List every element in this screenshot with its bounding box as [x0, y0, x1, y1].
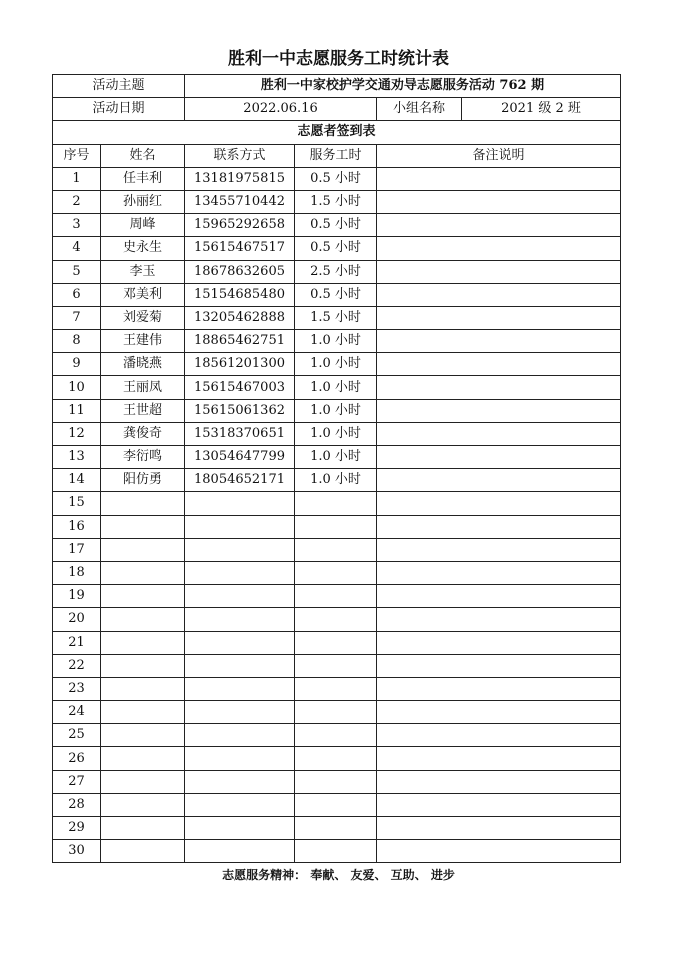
contact-phone: 15615467517 — [185, 237, 295, 260]
volunteer-name: 王世超 — [101, 399, 185, 422]
remark — [377, 167, 621, 190]
contact-phone — [185, 654, 295, 677]
row-number: 13 — [53, 446, 101, 469]
contact-phone — [185, 817, 295, 840]
table-row — [53, 677, 621, 700]
column-header-row — [53, 144, 621, 167]
row-number: 18 — [53, 561, 101, 584]
volunteer-name: 潘晓燕 — [101, 353, 185, 376]
row-number: 28 — [53, 793, 101, 816]
row-number: 24 — [53, 701, 101, 724]
contact-phone — [185, 608, 295, 631]
row-number: 14 — [53, 469, 101, 492]
remark — [377, 492, 621, 515]
service-hours — [295, 561, 377, 584]
table-row — [53, 747, 621, 770]
contact-phone — [185, 538, 295, 561]
table-row — [53, 306, 621, 329]
remark — [377, 515, 621, 538]
table-row — [53, 283, 621, 306]
table-row — [53, 631, 621, 654]
contact-phone: 15615061362 — [185, 399, 295, 422]
contact-phone: 18678632605 — [185, 260, 295, 283]
contact-phone: 18561201300 — [185, 353, 295, 376]
table-row — [53, 701, 621, 724]
contact-phone: 15154685480 — [185, 283, 295, 306]
contact-phone — [185, 747, 295, 770]
row-number: 15 — [53, 492, 101, 515]
volunteer-name: 周峰 — [101, 214, 185, 237]
remark — [377, 561, 621, 584]
table-row — [53, 469, 621, 492]
volunteer-name: 李衍鸣 — [101, 446, 185, 469]
service-hours: 1.0 小时 — [295, 376, 377, 399]
remark — [377, 260, 621, 283]
remark — [377, 631, 621, 654]
remark — [377, 446, 621, 469]
row-number: 12 — [53, 422, 101, 445]
group-label: 小组名称 — [377, 98, 462, 120]
contact-phone — [185, 631, 295, 654]
row-number: 11 — [53, 399, 101, 422]
column-header-phone: 联系方式 — [185, 144, 295, 167]
service-hours — [295, 631, 377, 654]
row-number: 25 — [53, 724, 101, 747]
table-row — [53, 446, 621, 469]
service-hours — [295, 770, 377, 793]
table-row — [53, 190, 621, 213]
table-row — [53, 770, 621, 793]
service-hours: 1.5 小时 — [295, 306, 377, 329]
page-title: 胜利一中志愿服务工时统计表 — [228, 49, 449, 69]
row-number: 23 — [53, 677, 101, 700]
contact-phone — [185, 840, 295, 863]
table-row — [53, 330, 621, 353]
remark — [377, 376, 621, 399]
contact-phone: 13054647799 — [185, 446, 295, 469]
service-hours — [295, 747, 377, 770]
volunteer-name — [101, 561, 185, 584]
service-hours: 0.5 小时 — [295, 167, 377, 190]
row-number: 8 — [53, 330, 101, 353]
volunteer-name: 邓美利 — [101, 283, 185, 306]
table-row — [53, 585, 621, 608]
table-row — [53, 817, 621, 840]
contact-phone: 13205462888 — [185, 306, 295, 329]
remark — [377, 306, 621, 329]
remark — [377, 585, 621, 608]
volunteer-name — [101, 585, 185, 608]
remark — [377, 353, 621, 376]
table-row — [53, 260, 621, 283]
volunteer-table — [52, 74, 621, 863]
row-number: 4 — [53, 237, 101, 260]
date-label: 活动日期 — [53, 98, 185, 121]
service-hours — [295, 701, 377, 724]
remark — [377, 747, 621, 770]
table-body — [53, 75, 621, 863]
column-header-name: 姓名 — [101, 144, 185, 167]
row-number: 26 — [53, 747, 101, 770]
table-row — [53, 376, 621, 399]
column-header-hours: 服务工时 — [295, 144, 377, 167]
table-row — [53, 793, 621, 816]
date-value: 2022.06.16 — [185, 98, 377, 121]
volunteer-name — [101, 817, 185, 840]
contact-phone: 15318370651 — [185, 422, 295, 445]
row-number: 17 — [53, 538, 101, 561]
contact-phone — [185, 561, 295, 584]
row-number: 6 — [53, 283, 101, 306]
volunteer-name — [101, 608, 185, 631]
theme-label: 活动主题 — [53, 75, 185, 98]
volunteer-name — [101, 724, 185, 747]
volunteer-name: 刘爱菊 — [101, 306, 185, 329]
remark — [377, 399, 621, 422]
volunteer-name: 龚俊奇 — [101, 422, 185, 445]
service-hours — [295, 677, 377, 700]
volunteer-name: 孙丽红 — [101, 190, 185, 213]
volunteer-name — [101, 515, 185, 538]
service-hours: 0.5 小时 — [295, 237, 377, 260]
volunteer-name: 王建伟 — [101, 330, 185, 353]
service-motto: 志愿服务精神： 奉献、 友爱、 互助、 进步 — [222, 868, 455, 882]
service-hours — [295, 608, 377, 631]
service-hours: 1.0 小时 — [295, 469, 377, 492]
service-hours: 1.0 小时 — [295, 446, 377, 469]
volunteer-name — [101, 770, 185, 793]
contact-phone — [185, 724, 295, 747]
service-hours — [295, 515, 377, 538]
service-hours: 1.0 小时 — [295, 353, 377, 376]
volunteer-name: 王丽凤 — [101, 376, 185, 399]
service-hours — [295, 538, 377, 561]
row-number: 16 — [53, 515, 101, 538]
service-hours — [295, 793, 377, 816]
volunteer-name — [101, 793, 185, 816]
contact-phone — [185, 677, 295, 700]
volunteer-name: 任丰利 — [101, 167, 185, 190]
remark — [377, 608, 621, 631]
remark — [377, 817, 621, 840]
service-hours — [295, 492, 377, 515]
table-row — [53, 492, 621, 515]
row-number: 1 — [53, 167, 101, 190]
volunteer-name — [101, 677, 185, 700]
row-number: 7 — [53, 306, 101, 329]
table-row — [53, 515, 621, 538]
table-row — [53, 214, 621, 237]
service-hours: 0.5 小时 — [295, 283, 377, 306]
contact-phone — [185, 770, 295, 793]
row-number: 22 — [53, 654, 101, 677]
remark — [377, 840, 621, 863]
service-hours — [295, 654, 377, 677]
service-hours: 2.5 小时 — [295, 260, 377, 283]
table-row — [53, 167, 621, 190]
remark — [377, 214, 621, 237]
service-hours — [295, 840, 377, 863]
contact-phone — [185, 793, 295, 816]
table-row — [53, 237, 621, 260]
row-number: 9 — [53, 353, 101, 376]
group-value: 2021 级 2 班 — [501, 101, 581, 117]
service-hours: 1.0 小时 — [295, 330, 377, 353]
table-row — [53, 353, 621, 376]
row-number: 20 — [53, 608, 101, 631]
contact-phone — [185, 515, 295, 538]
volunteer-name — [101, 701, 185, 724]
table-row — [53, 422, 621, 445]
date-row — [53, 98, 621, 121]
row-number: 19 — [53, 585, 101, 608]
contact-phone — [185, 701, 295, 724]
table-row — [53, 561, 621, 584]
remark — [377, 701, 621, 724]
volunteer-name — [101, 654, 185, 677]
remark — [377, 190, 621, 213]
remark — [377, 724, 621, 747]
row-number: 29 — [53, 817, 101, 840]
service-hours: 1.0 小时 — [295, 422, 377, 445]
volunteer-name — [101, 840, 185, 863]
row-number: 2 — [53, 190, 101, 213]
remark — [377, 422, 621, 445]
row-number: 3 — [53, 214, 101, 237]
volunteer-name — [101, 631, 185, 654]
remark — [377, 283, 621, 306]
table-row — [53, 538, 621, 561]
row-number: 10 — [53, 376, 101, 399]
contact-phone — [185, 492, 295, 515]
service-hours: 1.0 小时 — [295, 399, 377, 422]
contact-phone: 18865462751 — [185, 330, 295, 353]
table-row — [53, 608, 621, 631]
contact-phone: 15615467003 — [185, 376, 295, 399]
remark — [377, 330, 621, 353]
service-hours — [295, 724, 377, 747]
remark — [377, 793, 621, 816]
group-cell — [377, 98, 621, 121]
service-hours — [295, 817, 377, 840]
remark — [377, 770, 621, 793]
contact-phone: 18054652171 — [185, 469, 295, 492]
row-number: 21 — [53, 631, 101, 654]
service-hours — [295, 585, 377, 608]
service-hours: 1.5 小时 — [295, 190, 377, 213]
volunteer-name — [101, 747, 185, 770]
contact-phone — [185, 585, 295, 608]
remark — [377, 654, 621, 677]
contact-phone: 13455710442 — [185, 190, 295, 213]
theme-value: 胜利一中家校护学交通劝导志愿服务活动 762 期 — [185, 75, 621, 98]
section-title: 志愿者签到表 — [53, 121, 621, 144]
table-row — [53, 399, 621, 422]
table-row — [53, 654, 621, 677]
volunteer-name — [101, 538, 185, 561]
row-number: 27 — [53, 770, 101, 793]
column-header-no: 序号 — [53, 144, 101, 167]
volunteer-name: 史永生 — [101, 237, 185, 260]
remark — [377, 677, 621, 700]
column-header-note: 备注说明 — [377, 144, 621, 167]
theme-row — [53, 75, 621, 98]
remark — [377, 538, 621, 561]
table-row — [53, 840, 621, 863]
volunteer-name — [101, 492, 185, 515]
remark — [377, 469, 621, 492]
section-row — [53, 121, 621, 144]
volunteer-name: 阳仿勇 — [101, 469, 185, 492]
volunteer-name: 李玉 — [101, 260, 185, 283]
service-hours: 0.5 小时 — [295, 214, 377, 237]
remark — [377, 237, 621, 260]
row-number: 5 — [53, 260, 101, 283]
row-number: 30 — [53, 840, 101, 863]
contact-phone: 13181975815 — [185, 167, 295, 190]
contact-phone: 15965292658 — [185, 214, 295, 237]
table-row — [53, 724, 621, 747]
